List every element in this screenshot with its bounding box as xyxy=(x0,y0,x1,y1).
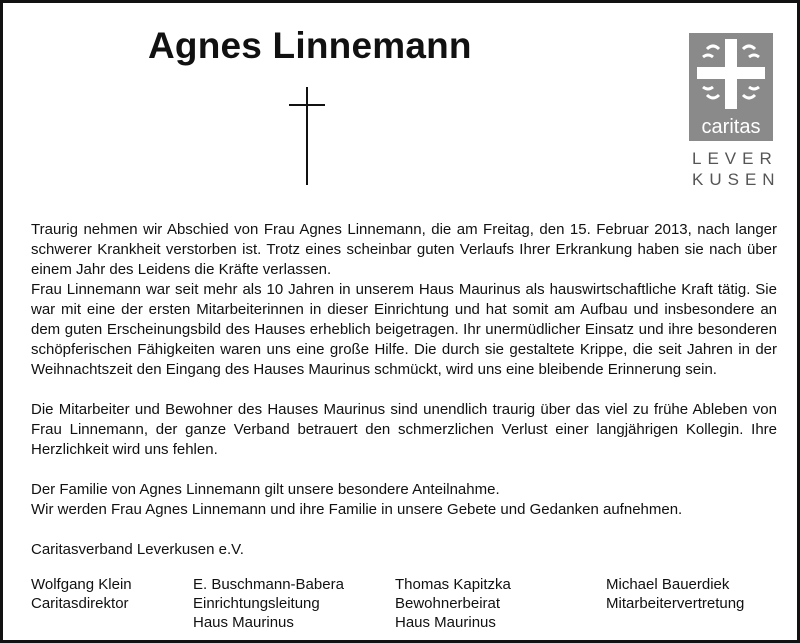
signatory-extra: Haus Maurinus xyxy=(395,614,496,631)
signatory-3 xyxy=(395,575,511,632)
signatory-role: Caritasdirektor xyxy=(31,595,129,612)
cross-icon xyxy=(289,87,325,185)
signatory-role: Bewohnerbeirat xyxy=(395,595,501,612)
notice-body xyxy=(31,220,777,560)
signatory-extra: Haus Maurinus xyxy=(193,614,294,631)
paragraph-condolence-line2: Wir werden Frau Agnes Linnemann und ihre Familie in unsere Gebete und Gedanken aufnehmen. xyxy=(31,501,683,518)
signatory-role: Mitarbeitervertretung xyxy=(606,595,745,612)
signatory-name: Michael Bauerdiek xyxy=(606,576,730,593)
logo-city-line1: LEVER xyxy=(692,149,778,168)
paragraph-career: Frau Linnemann war seit mehr als 10 Jahren in unserem Haus Maurinus als hauswirtschaftliche Kraft tätig. Sie war mit eine der ersten Mitarbeiterinnen in dieser Einrichtung und hat somit am Aufbau und insbesondere an dem guten Erscheinungsbild des Hauses erheblich beigetragen. Ihr unermüdlicher Einsatz und ihre besonderen schöpferischen Fähigkeiten waren uns eine große Hilfe. Die durch sie gestaltete Krippe, die seit Jahren in der Weihnachtszeit den Eingang des Hauses Maurinus schmückt, wird uns eine bleibende Erinnerung sein. xyxy=(31,281,777,378)
caritas-logo-emblem xyxy=(689,33,773,141)
logo-city-line2: KUSEN xyxy=(692,170,781,189)
paragraph-farewell: Traurig nehmen wir Abschied von Frau Agnes Linnemann, die am Freitag, den 15. Februar 2013, nach langer schwerer Krankheit verstorben ist. Trotz eines scheinbar guten Verlaufs Ihrer Erkrankung haben sie nach über einem Jahr des Leidens die Kräfte verlassen. xyxy=(31,221,777,278)
caritas-flame-cross-icon xyxy=(689,33,773,117)
signatory-role: Einrichtungsleitung xyxy=(193,595,320,612)
paragraph-mourning: Die Mitarbeiter und Bewohner des Hauses Maurinus sind unendlich traurig über das viel zu frühe Ableben von Frau Linnemann, der ganze Verband betrauert den schmerzlichen Verlust einer langjährigen Kollegin. Ihre Herzlichkeit wird uns fehlen. xyxy=(31,401,777,458)
caritas-wordmark: caritas xyxy=(701,116,761,138)
signatory-4 xyxy=(606,575,744,613)
signatory-2 xyxy=(193,575,344,632)
signatory-name: Wolfgang Klein xyxy=(31,576,132,593)
paragraph-condolence-line1: Der Familie von Agnes Linnemann gilt unsere besondere Anteilnahme. xyxy=(31,481,500,498)
caritas-logo xyxy=(689,33,781,189)
organization-name: Caritasverband Leverkusen e.V. xyxy=(31,541,244,558)
deceased-name: Agnes Linnemann xyxy=(148,25,472,66)
signatory-name: Thomas Kapitzka xyxy=(395,576,511,593)
signatory-1 xyxy=(31,575,132,613)
signatory-name: E. Buschmann-Babera xyxy=(193,576,344,593)
